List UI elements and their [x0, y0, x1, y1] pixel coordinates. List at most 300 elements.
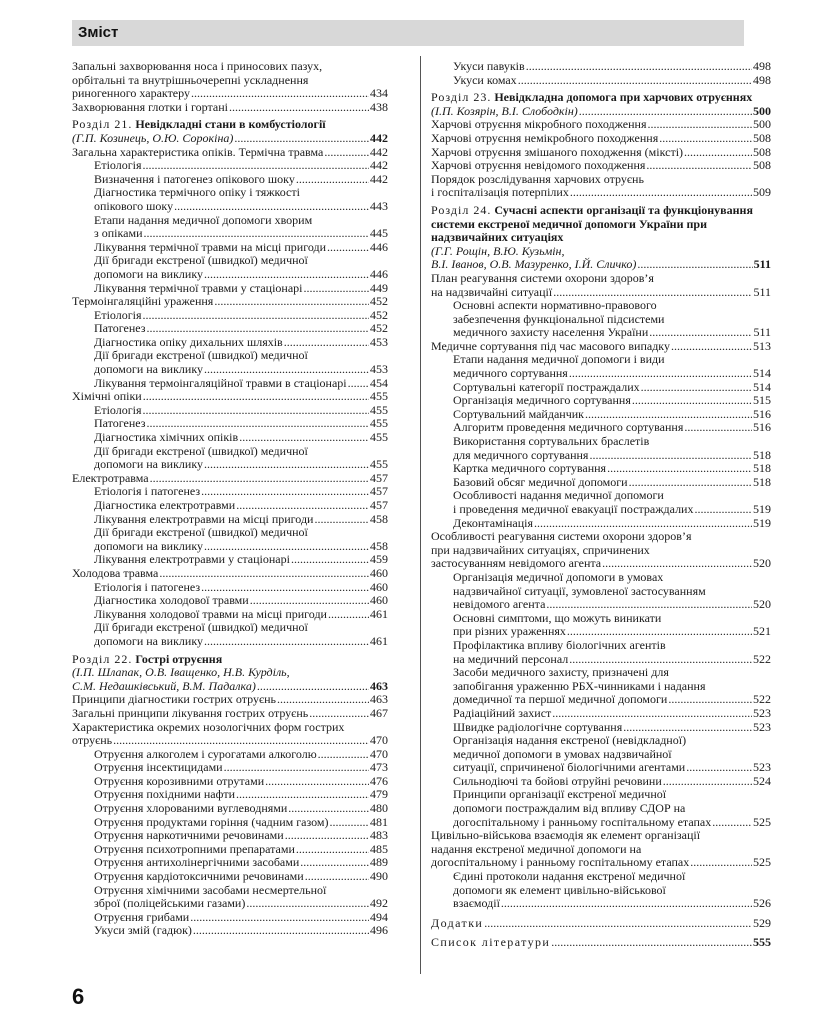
page-ref: 523	[753, 719, 771, 734]
entry-title: Медичне сортування під час масового випадку	[431, 338, 670, 353]
section-title: Зміст	[78, 24, 119, 41]
entry-title: Принципи діагностики гострих отруєнь	[72, 692, 277, 707]
entry-title: Алгоритм проведення медичного сортування	[453, 420, 684, 435]
page-ref: 458	[370, 538, 388, 553]
entry-title: Етіологія і патогенез	[94, 484, 201, 499]
toc-entry	[431, 666, 771, 707]
leader-dots	[309, 707, 369, 721]
entry-title: Захворювання глотки і гортані	[72, 99, 228, 114]
section-number: Розділ 22.	[72, 651, 133, 666]
page-ref: 521	[753, 624, 771, 639]
entry-line	[453, 421, 771, 435]
toc-section-heading	[72, 653, 388, 694]
entry-line	[94, 458, 388, 472]
toc-entry	[72, 526, 388, 553]
toc-entry	[431, 173, 771, 200]
entry-title: Діагностика електротравми	[94, 498, 236, 512]
entry-line	[453, 612, 771, 626]
leader-dots	[284, 336, 369, 350]
page-ref: 516	[753, 420, 771, 435]
entry-line	[94, 513, 388, 527]
toc-entry	[72, 553, 388, 567]
leader-dots	[214, 295, 369, 309]
leader-dots	[257, 680, 369, 694]
entry-line	[72, 707, 388, 721]
page-ref: 446	[370, 239, 388, 254]
entry-line	[94, 581, 388, 595]
entry-line	[453, 571, 771, 585]
entry-line	[453, 734, 771, 748]
toc-entry	[431, 775, 771, 789]
toc-entry	[72, 721, 388, 748]
page-ref: 515	[753, 393, 771, 408]
entry-line	[431, 843, 771, 857]
page-ref: 455	[370, 416, 388, 431]
entry-title: Організація медичного сортування	[453, 393, 631, 408]
entry-title: Характеристика окремих нозологічних форм гострих	[72, 719, 345, 734]
leader-dots	[641, 381, 752, 395]
leader-dots	[314, 513, 369, 527]
leader-dots	[285, 829, 369, 843]
entry-title: Діагностика опіку дихальних шляхів	[94, 334, 283, 349]
page-ref: 498	[753, 59, 771, 73]
leader-dots	[712, 816, 752, 830]
entry-line	[94, 404, 388, 418]
leader-dots	[147, 322, 370, 336]
toc-entry	[72, 775, 388, 789]
toc-section-heading	[431, 91, 771, 118]
section-name: Гострі отруєння	[135, 651, 223, 666]
entry-line	[94, 322, 388, 336]
page-ref: 500	[753, 117, 771, 132]
entry-line	[431, 530, 771, 544]
entry-line	[453, 788, 771, 802]
page-ref: 460	[370, 593, 388, 608]
entry-title: Сортувальні категорії постраждалих	[453, 379, 640, 394]
leader-dots	[324, 146, 369, 160]
entry-line	[94, 924, 388, 938]
toc-entry	[431, 394, 771, 408]
entry-title: отруєнь	[72, 733, 113, 748]
page-ref: 479	[370, 787, 388, 802]
entry-title: риногенного характеру	[72, 86, 190, 101]
entry-line	[431, 118, 771, 132]
toc-entry	[72, 390, 388, 404]
entry-title: ситуації, спричиненої біологічними агентами	[453, 760, 686, 775]
entry-line	[453, 707, 771, 721]
entry-title: Холодова травма	[72, 565, 159, 580]
entry-line	[453, 884, 771, 898]
section-name: Сучасні аспекти організації та функціонування системи екстреної медичної допомоги України при надзвичайних ситуаціях	[431, 202, 753, 245]
entry-line	[431, 856, 771, 870]
entry-title: взаємодії	[453, 896, 500, 911]
entry-line	[94, 241, 388, 255]
page-ref: 519	[753, 515, 771, 530]
entry-line	[94, 816, 388, 830]
entry-title: допомоги на виклику	[94, 266, 203, 281]
entry-line	[72, 74, 388, 88]
toc-entry	[431, 530, 771, 571]
entry-title: Деконтамінація	[453, 515, 533, 530]
entry-line	[431, 544, 771, 558]
entry-line	[453, 802, 771, 816]
entry-line	[72, 146, 388, 160]
page-ref: 508	[753, 144, 771, 159]
entry-line	[94, 802, 388, 816]
page-ref: 494	[370, 909, 388, 924]
leader-dots	[659, 132, 752, 146]
entry-title: догоспітальному і ранньому госпітальному етапах	[453, 814, 712, 829]
entry-line	[94, 829, 388, 843]
leader-dots	[637, 258, 752, 272]
toc-entry	[72, 761, 388, 775]
entry-title: Картка медичного сортування	[453, 461, 607, 476]
entry-line	[94, 499, 388, 513]
entry-line	[94, 227, 388, 241]
section-title-line	[72, 118, 388, 132]
toc-entry	[72, 911, 388, 925]
leader-dots	[684, 146, 752, 160]
entry-title: Список літератури	[431, 935, 551, 950]
entry-title: Дії бригади екстреної (швидкої) медичної	[94, 443, 308, 458]
entry-line	[453, 653, 771, 667]
entry-title: Дії бригади екстреної (швидкої) медичної	[94, 525, 308, 540]
toc-entry	[72, 594, 388, 608]
toc-entry	[72, 567, 388, 581]
leader-dots	[668, 693, 752, 707]
entry-title: Етіологія і патогенез	[94, 579, 201, 594]
entry-title: Сильнодіючі та бойові отруйні речовини	[453, 773, 662, 788]
entry-line	[431, 917, 771, 931]
entry-line	[72, 567, 388, 581]
leader-dots	[552, 707, 752, 721]
leader-dots	[694, 503, 752, 517]
leader-dots	[534, 517, 752, 531]
entry-title: опікового шоку	[94, 198, 174, 213]
toc-entry	[72, 870, 388, 884]
toc-entry	[72, 693, 388, 707]
entry-title: на медичний персонал	[453, 651, 569, 666]
leader-dots	[204, 540, 369, 554]
page-ref: 438	[370, 99, 388, 114]
toc-entry	[431, 707, 771, 721]
leader-dots	[204, 458, 369, 472]
page-ref: 523	[753, 705, 771, 720]
entry-line	[94, 870, 388, 884]
leader-dots	[501, 897, 752, 911]
entry-line	[94, 349, 388, 363]
authors-text: (І.П. Козярін, В.І. Слободкін)	[431, 103, 578, 118]
entry-line	[431, 132, 771, 146]
leader-dots	[569, 367, 752, 381]
page-ref: 445	[370, 226, 388, 241]
toc-entry	[72, 349, 388, 376]
entry-line	[72, 101, 388, 115]
entry-title: домедичної та першої медичної допомоги	[453, 692, 668, 707]
leader-dots	[204, 268, 369, 282]
leader-dots	[318, 748, 369, 762]
leader-dots	[328, 608, 369, 622]
leader-dots	[193, 924, 369, 938]
page-ref: 455	[370, 402, 388, 417]
entry-line	[453, 435, 771, 449]
leader-dots	[143, 404, 369, 418]
entry-title: Отруєння похідними нафти	[94, 787, 236, 802]
entry-title: Отруєння психотропними препаратами	[94, 841, 295, 856]
page-ref: 442	[370, 130, 388, 145]
entry-title: Електротравма	[72, 470, 149, 485]
entry-line	[453, 313, 771, 327]
page-ref: 485	[370, 841, 388, 856]
entry-line	[94, 621, 388, 635]
authors-text: В.І. Іванов, О.В. Мазуренко, І.Й. Сличко)	[431, 257, 637, 272]
page-ref: 459	[370, 552, 388, 567]
leader-dots	[144, 227, 370, 241]
entry-title: з опіками	[94, 226, 143, 241]
entry-title: Лікування холодової травми на місці пригоди	[94, 606, 327, 621]
section-number: Розділ 23.	[431, 90, 492, 105]
page-number: 6	[72, 984, 85, 1009]
section-authors	[72, 666, 388, 680]
entry-line	[453, 680, 771, 694]
page-ref: 455	[370, 457, 388, 472]
entry-title: допомоги як елемент цивільно-військової	[453, 882, 666, 897]
page-ref: 442	[370, 171, 388, 186]
leader-dots	[646, 159, 752, 173]
page-ref: 460	[370, 579, 388, 594]
leader-dots	[174, 200, 369, 214]
entry-line	[72, 390, 388, 404]
section-title-line	[431, 204, 771, 245]
section-number: Розділ 21.	[72, 117, 133, 132]
entry-line	[94, 553, 388, 567]
entry-title: Діагностика хімічних опіків	[94, 430, 239, 445]
toc-entry	[72, 499, 388, 513]
page-ref: 529	[753, 915, 771, 930]
leader-dots	[204, 363, 369, 377]
leader-dots	[684, 421, 752, 435]
entry-title: Організація медичної допомоги в умовах	[453, 569, 664, 584]
entry-title: орбітальні та внутрішньочерепні ускладнення	[72, 72, 309, 87]
entry-line	[94, 254, 388, 268]
entry-line	[453, 721, 771, 735]
leader-dots	[113, 734, 369, 748]
page-ref: 446	[370, 266, 388, 281]
toc-entry	[72, 843, 388, 857]
toc-entry	[72, 581, 388, 595]
leader-dots	[526, 60, 752, 74]
leader-dots	[246, 897, 369, 911]
leader-dots	[327, 241, 369, 255]
leader-dots	[204, 635, 369, 649]
page-ref: 508	[753, 130, 771, 145]
entry-line	[94, 635, 388, 649]
section-title-line	[431, 91, 771, 105]
toc-entry	[72, 336, 388, 350]
leader-dots	[304, 282, 369, 296]
page-ref: 514	[753, 366, 771, 381]
toc-entry	[72, 241, 388, 255]
entry-title: Отруєння продуктами горіння (чадним газом)	[94, 814, 329, 829]
toc-entry	[431, 381, 771, 395]
entry-title: медичного сортування	[453, 366, 568, 381]
entry-line	[453, 761, 771, 775]
entry-title: Базовий обсяг медичної допомоги	[453, 474, 628, 489]
entry-line	[94, 761, 388, 775]
entry-line	[453, 816, 771, 830]
entry-title: Загальні принципи лікування гострих отруєнь	[72, 705, 309, 720]
page-ref: 455	[370, 389, 388, 404]
page-ref: 511	[753, 284, 771, 299]
toc-entry	[431, 159, 771, 173]
page-ref: 452	[370, 294, 388, 309]
page-ref: 453	[370, 362, 388, 377]
toc-entry	[72, 254, 388, 281]
entry-line	[431, 340, 771, 354]
entry-title: Радіаційний захист	[453, 705, 552, 720]
entry-title: Діагностика термічного опіку і тяжкості	[94, 185, 300, 200]
page-ref: 508	[753, 158, 771, 173]
entry-line	[453, 476, 771, 490]
page-ref: 490	[370, 869, 388, 884]
entry-line	[94, 377, 388, 391]
authors-text: (Г.П. Козинець, О.Ю. Сорокіна)	[72, 130, 234, 145]
entry-line	[431, 146, 771, 160]
entry-title: догоспітальному і ранньому госпітальному етапах	[431, 855, 690, 870]
page-ref: 452	[370, 307, 388, 322]
leader-dots	[143, 390, 369, 404]
entry-title: Лікування термоінгаляційної травми в стаціонарі	[94, 375, 347, 390]
page-ref: 434	[370, 86, 388, 101]
leader-dots	[147, 417, 370, 431]
page-ref: 526	[753, 896, 771, 911]
leader-dots	[690, 856, 752, 870]
toc-entry	[72, 295, 388, 309]
entry-title: Швидке радіологічне сортування	[453, 719, 623, 734]
page-ref: 463	[370, 678, 388, 693]
section-header-bar	[72, 20, 744, 46]
entry-line	[94, 445, 388, 459]
section-authors	[431, 258, 771, 272]
page-ref: 514	[753, 379, 771, 394]
page-ref: 476	[370, 773, 388, 788]
entry-title: Харчові отруєння невідомого походження	[431, 158, 646, 173]
toc-entry	[431, 917, 771, 931]
entry-title: на надзвичайні ситуації	[431, 284, 553, 299]
section-authors	[72, 132, 388, 146]
leader-dots	[569, 653, 752, 667]
entry-line	[94, 775, 388, 789]
entry-line	[94, 788, 388, 802]
entry-line	[453, 74, 771, 88]
section-authors	[431, 105, 771, 119]
entry-line	[94, 186, 388, 200]
entry-line	[453, 381, 771, 395]
leader-dots	[143, 309, 369, 323]
toc-entry	[431, 118, 771, 132]
entry-title: Патогенез	[94, 321, 146, 336]
leader-dots	[224, 761, 369, 775]
toc-entry	[72, 608, 388, 622]
entry-title: Лікування термічної травми у стаціонарі	[94, 280, 303, 295]
page-ref: 442	[370, 144, 388, 159]
entry-title: Визначення і патогенез опікового шоку	[94, 171, 295, 186]
entry-title: Засоби медичного захисту, призначені для	[453, 665, 669, 680]
entry-line	[72, 295, 388, 309]
toc-entry	[431, 734, 771, 775]
entry-title: і проведення медичної евакуації постраждалих	[453, 502, 694, 516]
page-ref: 470	[370, 746, 388, 761]
entry-line	[94, 911, 388, 925]
entry-title: Особливості реагування системи охорони здоров’я	[431, 529, 692, 544]
entry-line	[94, 173, 388, 187]
entry-line	[431, 936, 771, 950]
toc-entry	[72, 282, 388, 296]
entry-line	[453, 870, 771, 884]
page-ref: 525	[753, 814, 771, 829]
leader-dots	[629, 476, 752, 490]
entry-title: Укуси павуків	[453, 59, 525, 73]
toc-entry	[72, 829, 388, 843]
entry-line	[94, 897, 388, 911]
entry-title: Сортувальний майданчик	[453, 406, 584, 421]
entry-title: невідомого агента	[453, 597, 546, 612]
entry-title: Діагностика холодової травми	[94, 593, 249, 608]
authors-text: С.М. Недашківський, В.М. Падалка)	[72, 678, 256, 693]
entry-title: надзвичайної ситуації, зумовленої застосуванням	[453, 583, 706, 598]
entry-title: Отруєння хлорованими вуглеводнями	[94, 801, 288, 816]
entry-title: Отруєння антихолінергічними засобами	[94, 855, 300, 870]
page-ref: 457	[370, 484, 388, 499]
entry-line	[453, 408, 771, 422]
page-ref: 519	[753, 502, 771, 516]
toc-entry	[72, 816, 388, 830]
entry-title: Етапи надання медичної допомоги і види	[453, 352, 665, 367]
leader-dots	[236, 499, 369, 513]
entry-title: Отруєння грибами	[94, 909, 190, 924]
entry-title: Особливості надання медичної допомоги	[453, 488, 664, 503]
entry-title: Термоінгаляційні ураження	[72, 294, 214, 309]
toc-entry	[72, 173, 388, 187]
leader-dots	[277, 693, 369, 707]
toc-entry	[72, 186, 388, 213]
toc-entry	[431, 146, 771, 160]
entry-title: для медичного сортування	[453, 447, 589, 462]
authors-text: (І.П. Шлапак, О.В. Іващенко, Н.В. Курділь,	[72, 665, 290, 680]
toc-entry	[431, 299, 771, 340]
entry-title: Використання сортувальних браслетів	[453, 434, 650, 449]
entry-line	[453, 585, 771, 599]
toc-entry	[431, 612, 771, 639]
column-divider	[420, 56, 421, 974]
toc-entry	[72, 924, 388, 938]
entry-title: Принципи організації екстреної медичної	[453, 787, 667, 802]
toc-entry	[72, 417, 388, 431]
entry-title: Основні симптоми, що можуть виникати	[453, 610, 662, 625]
toc-entry	[431, 571, 771, 612]
entry-line	[453, 625, 771, 639]
section-name: Невідкладні стани в комбустіології	[135, 117, 326, 132]
entry-line	[453, 449, 771, 463]
entry-line	[431, 557, 771, 571]
toc-entry	[72, 513, 388, 527]
page-ref: 518	[753, 447, 771, 462]
page-ref: 455	[370, 430, 388, 445]
entry-line	[72, 472, 388, 486]
entry-title: Отруєння наркотичними речовинами	[94, 828, 284, 843]
toc-entry	[431, 340, 771, 354]
entry-title: Профілактика впливу біологічних агентів	[453, 637, 666, 652]
